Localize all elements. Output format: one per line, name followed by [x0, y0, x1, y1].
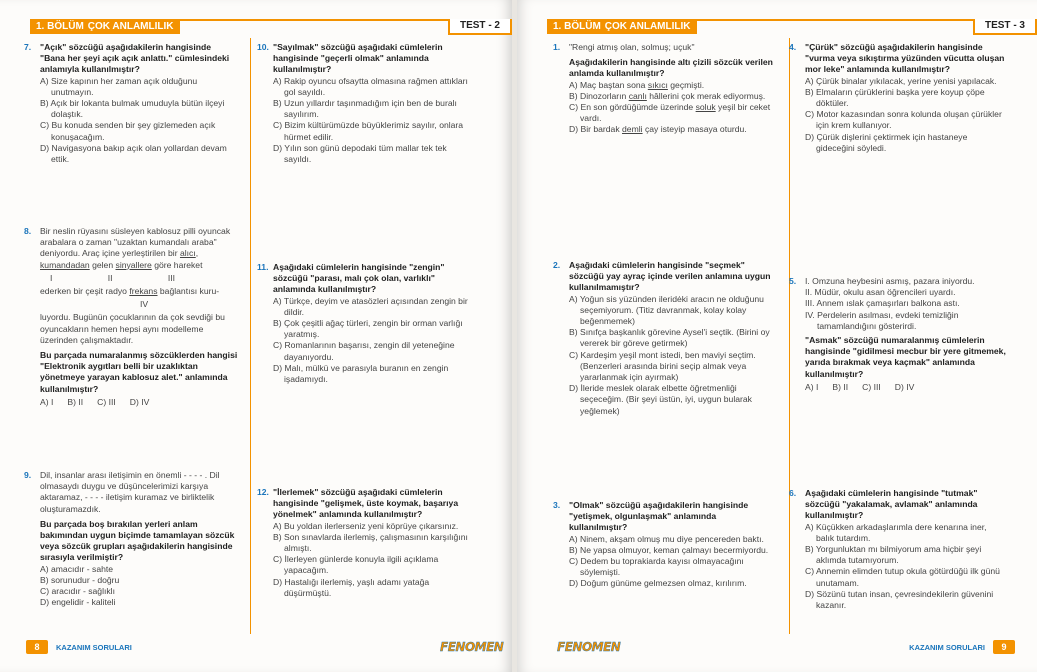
- numbered-word-3: sinyallere: [115, 259, 152, 270]
- section-title: ÇOK ANLAMLILIK: [87, 21, 174, 32]
- test-badge: TEST - 3: [973, 19, 1037, 35]
- option-c[interactable]: C) Bizim kültürümüzde büyüklerimiz sayılır, onlara hürmet edilir.: [273, 120, 464, 142]
- option-a[interactable]: A) Ninem, akşam olmuş mu diye pencereden baktı.: [569, 533, 764, 544]
- question-11: [257, 262, 475, 385]
- passage-text: ederken bir çeşit radyo: [40, 286, 130, 297]
- option-d[interactable]: D) Doğum günüme gelmezsen olmaz, kırılırım.: [569, 578, 747, 589]
- footer-label: KAZANIM SORULARI: [56, 642, 132, 652]
- option-b[interactable]: B) II: [67, 396, 84, 407]
- question-4: [789, 42, 1007, 154]
- question-number: 12.: [257, 487, 269, 497]
- question-number: 2.: [553, 260, 561, 270]
- option-d[interactable]: D) Çürük dişlerini çektirmek için hastaneye gideceğini söyledi.: [805, 131, 968, 153]
- marker-iii: III: [167, 272, 175, 283]
- option-d[interactable]: D) Navigasyona bakıp açık olan yollardan devam ettik.: [40, 142, 227, 165]
- question-7: [24, 42, 238, 165]
- definition-text: "Rengi atmış olan, solmuş; uçuk": [569, 42, 695, 52]
- section-chip: [30, 19, 180, 34]
- option-a[interactable]: A) Türkçe, deyim ve atasözleri açısından zengin bir dildir.: [273, 295, 468, 317]
- marker-iv: IV: [140, 299, 149, 310]
- option-text: hâllerini çok merak ediyormuş.: [646, 90, 766, 101]
- option-d[interactable]: D) IV: [894, 381, 915, 392]
- left-header: [30, 19, 512, 37]
- question-stem: "Olmak" sözcüğü aşağıdakilerin hangisinde "yetişmek, olgunlaşmak" anlamında kullanılmıştır?: [569, 500, 749, 533]
- question-number: 3.: [553, 500, 561, 510]
- statement-ii: II. Müdür, okulu asan öğrencileri uyardı.: [805, 287, 956, 298]
- right-footer: [909, 640, 1015, 654]
- numbered-word-1: alıcı: [179, 248, 196, 259]
- option-c[interactable]: C) Annemin elimden tutup okula götürdüğü ilk günü unutamam.: [805, 566, 1000, 588]
- section-label: 1. BÖLÜM: [553, 21, 601, 32]
- option-c[interactable]: [569, 102, 775, 124]
- passage-text: luyordu. Bugünün çocuklarının da çok sevdiği bu oyuncakların hemen hepsi aynı modelleme üzerinden çalışmaktadır.: [40, 312, 225, 345]
- option-b[interactable]: B) sorunudur - doğru: [40, 574, 120, 585]
- option-b[interactable]: B) Elmaların çürüklerini başka yere koyup çöpe döktüler.: [805, 86, 985, 109]
- option-d[interactable]: D) Sözünü tutan insan, çevresindekilerin güvenini kazanır.: [805, 588, 994, 611]
- question-12: [257, 487, 475, 599]
- question-stem: "Çürük" sözcüğü aşağıdakilerin hangisinde "vurma veya sıkıştırma yüzünden vücutta oluşan mor leke" anlamında kullanılmıştır?: [805, 42, 1005, 75]
- question-2: [553, 260, 775, 417]
- question-number: 6.: [789, 488, 797, 498]
- underlined-word: demli: [622, 124, 643, 135]
- marker-i: I: [50, 272, 53, 283]
- column-divider: [789, 38, 790, 634]
- column-divider: [250, 38, 251, 634]
- page-number: 9: [993, 640, 1015, 654]
- underlined-word: soluk: [695, 102, 716, 113]
- test-badge: TEST - 2: [448, 19, 512, 35]
- passage-text: gelen: [89, 259, 116, 270]
- right-header: [547, 19, 1037, 37]
- left-page: [0, 0, 512, 672]
- roman-markers: [140, 299, 238, 310]
- option-d[interactable]: D) Yılın son günü depodaki tüm mallar tek tek sayıldı.: [273, 142, 447, 165]
- option-c[interactable]: C) III: [862, 381, 881, 392]
- passage-text: Dil, insanlar arası iletişimin en önemli - - - - . Dil olmasaydı duygu ve düşüncelerimizi karşıya aktaramaz, - - - - iletişim kuramaz ve birliktelik oluşturamazdık.: [40, 470, 220, 514]
- option-text: yeşil bir ceket vardı.: [580, 102, 771, 124]
- section-chip: [547, 19, 697, 34]
- options-row: [40, 397, 238, 408]
- question-number: 4.: [789, 42, 797, 52]
- marker-ii: II: [107, 272, 113, 283]
- question-stem: Aşağıdaki cümlelerin hangisinde "tutmak" sözcüğü "yakalamak, avlamak" anlamında kullanılmıştır?: [805, 488, 978, 521]
- option-d[interactable]: D) Hastalığı ilerlemiş, yaşlı adamı yatağa düşürmüştü.: [273, 576, 430, 598]
- question-number: 5.: [789, 276, 797, 286]
- brand-logo: FENOMEN: [557, 640, 621, 654]
- question-6: [789, 488, 1007, 611]
- question-stem: Aşağıdakilerin hangisinde altı çizili sözcük verilen anlamda kullanılmıştır?: [569, 57, 773, 79]
- option-text: A) Maç baştan sona: [569, 79, 648, 90]
- question-stem: Aşağıdaki cümlelerin hangisinde "zengin" sözcüğü "parası, malı çok olan, varlıklı" anlamında kullanılmıştır?: [273, 262, 445, 295]
- option-text: B) Dinozorların: [569, 90, 629, 101]
- option-b[interactable]: B) Çok çeşitli ağaç türleri, zengin bir orman varlığı yaratmış.: [273, 318, 463, 340]
- option-text: D) Bir bardak: [569, 124, 623, 135]
- option-b[interactable]: B) Açık bir lokanta bulmak umuduyla bütün ilçeyi dolaştık.: [40, 98, 225, 120]
- question-3: [553, 500, 775, 590]
- question-stem: "Asmak" sözcüğü numaralanmış cümlelerin hangisinde "gidilmesi mecbur bir yere gitmemek, yarıda bırakmak veya kaçmak" anlamında kullanılmıştır?: [805, 335, 1006, 379]
- option-c[interactable]: C) aracıdır - sağlıklı: [40, 586, 115, 597]
- question-stem: "Açık" sözcüğü aşağıdakilerin hangisinde "Bana her şeyi açık açık anlattı." cümlesindeki anlamıyla kullanılmıştır?: [40, 42, 230, 75]
- option-c[interactable]: C) Romanlarının başarısı, zengin dil yeteneğine dayanıyordu.: [273, 340, 455, 362]
- option-c[interactable]: C) Motor kazasından sonra kolunda oluşan çürükler için krem kullanıyor.: [805, 109, 1002, 131]
- question-9: [24, 470, 238, 608]
- brand-logo: FENOMEN: [440, 640, 504, 654]
- section-label: 1. BÖLÜM: [36, 21, 84, 32]
- option-c[interactable]: C) İlerleyen günlerde konuyla ilgili açıklama yapacağım.: [273, 554, 439, 576]
- option-b[interactable]: B) Sınıfça başkanlık görevine Aysel'i seçtik. (Birini oy vererek bir göreve getirmek): [569, 327, 770, 349]
- left-footer: [26, 640, 132, 654]
- question-stem: "Sayılmak" sözcüğü aşağıdaki cümlelerin hangisinde "geçerli olmak" anlamında kullanılmıştır?: [273, 42, 443, 75]
- option-a[interactable]: A) amacıdır - sahte: [40, 563, 114, 574]
- question-stem: "İlerlemek" sözcüğü aşağıdaki cümlelerin hangisinde "gelişmek, üste koymak, başarıya yönelmek" anlamında kullanılmıştır?: [273, 487, 459, 520]
- options-row: [805, 382, 1007, 393]
- question-8: [24, 226, 238, 408]
- option-c[interactable]: C) Kardeşim yeşil mont istedi, ben maviyi seçtim. (Benzerleri arasında birini seçip almak veya yararlanmak için ayırmak): [569, 349, 756, 383]
- numbered-word-2: kumandadan: [40, 259, 90, 270]
- right-page: [517, 0, 1037, 672]
- option-c[interactable]: C) Dedem bu toprakiarda kayısı olmayacağını söylemişti.: [569, 556, 744, 578]
- footer-label: KAZANIM SORULARI: [909, 642, 985, 652]
- option-b[interactable]: B) Ne yapsa olmuyor, keman çalmayı becermiyordu.: [569, 544, 769, 555]
- page-number: 8: [26, 640, 48, 654]
- question-5: [789, 276, 1007, 393]
- underlined-word: sıkıcı: [647, 79, 668, 90]
- question-number: 8.: [24, 226, 32, 236]
- option-d[interactable]: D) İleride meslek olarak elbette öğretmenliği seçeceğim. (Bir şeyi üstün, iyi, uygun bularak yeğlemek): [569, 383, 752, 416]
- option-d[interactable]: D) IV: [129, 396, 150, 407]
- question-1: [553, 42, 775, 136]
- statement-iii: III. Annem ıslak çamaşırları balkona astı.: [805, 298, 960, 309]
- section-title: ÇOK ANLAMLILIK: [604, 21, 691, 32]
- option-b[interactable]: B) Yorgunluktan mı bilmiyorum ama hiçbir şeyi aklımda tutamıyorum.: [805, 544, 982, 566]
- passage-text: Bir neslin rüyasını süsleyen kablosuz pilli oyuncak arabalara o zaman "uzaktan kumandalı araba" deniyordu. Araç içine yerleştirilen bir: [40, 226, 231, 259]
- roman-markers: [50, 273, 175, 284]
- option-a[interactable]: A) Küçükken arkadaşlarımla dere kenarına iner, balık tutardım.: [805, 521, 987, 543]
- option-b[interactable]: [569, 91, 775, 102]
- passage-text: bağlantısı kuru-: [157, 286, 220, 297]
- option-b[interactable]: B) Uzun yıllardır taşınmadığım için ben de buralı sayılırım.: [273, 98, 457, 120]
- option-text: çay isteyip masaya oturdu.: [642, 124, 747, 135]
- question-number: 10.: [257, 42, 269, 52]
- option-a[interactable]: A) I: [40, 396, 54, 407]
- option-a[interactable]: A) Rakip oyuncu ofsaytta olmasına rağmen attıkları gol sayıldı.: [273, 75, 468, 97]
- option-c[interactable]: C) III: [97, 396, 116, 407]
- question-10: [257, 42, 475, 165]
- option-a[interactable]: A) Size kapının her zaman açık olduğunu unutmayın.: [40, 75, 198, 97]
- question-stem: Bu parçada boş bırakılan yerleri anlam bakımından uygun biçimde tamamlayan sözcük veya sözcük grupları aşağıdakilerin hangisinde sırasıyla verilmiştir?: [40, 518, 235, 563]
- option-a[interactable]: [569, 80, 775, 91]
- option-a[interactable]: A) Çürük binalar yıkılacak, yerine yenisi yapılacak.: [805, 75, 997, 86]
- statement-i: I. Omzuna heybesini asmış, pazara iniyordu.: [805, 276, 975, 286]
- option-a[interactable]: A) I: [805, 381, 819, 392]
- option-b[interactable]: B) II: [832, 381, 849, 392]
- question-number: 1.: [553, 42, 561, 52]
- question-number: 9.: [24, 470, 32, 480]
- numbered-word-4: frekans: [129, 286, 158, 297]
- question-number: 11.: [257, 262, 269, 272]
- option-a[interactable]: A) Bu yoldan ilerlerseniz yeni köprüye çıkarsınız.: [273, 520, 459, 531]
- separator: ,: [195, 248, 199, 259]
- option-b[interactable]: B) Son sınavlarda ilerlemiş, çalışmasının karşılığını almıştı.: [273, 531, 468, 554]
- option-d[interactable]: [569, 124, 775, 135]
- passage-text: göre hareket: [151, 259, 203, 270]
- question-number: 7.: [24, 42, 32, 52]
- statement-iv: IV. Perdelerin asılması, evdeki temizliğin tamamlandığını gösterirdi.: [805, 309, 959, 331]
- option-text: geçmişti.: [667, 79, 705, 90]
- option-c[interactable]: C) Bu konuda senden bir şey gizlemeden açık konuşacağım.: [40, 120, 216, 142]
- question-stem: Aşağıdaki cümlelerin hangisinde "seçmek" sözcüğü yay ayraç içinde verilen anlamına uygun kullanılmamıştır?: [569, 260, 771, 293]
- option-d[interactable]: D) Malı, mülkü ve parasıyla buranın en zengin işadamıydı.: [273, 362, 449, 385]
- option-d[interactable]: D) engelidir - kaliteli: [40, 597, 116, 608]
- question-stem: Bu parçada numaralanmış sözcüklerden hangisi "Elektronik aygıtları belli bir uzaklıktan yönetmeye yarayan kablosuz alet." anlamında kullanılmıştır?: [40, 350, 238, 394]
- option-a[interactable]: A) Yoğun sis yüzünden ileridėki aracın ne olduğunu seçemiyorum. (Titiz davranmak, kolay kolay beğenmemek): [569, 293, 764, 327]
- underlined-word: canlı: [628, 90, 647, 101]
- option-text: C) En son gördüğümde üzerinde: [569, 102, 696, 113]
